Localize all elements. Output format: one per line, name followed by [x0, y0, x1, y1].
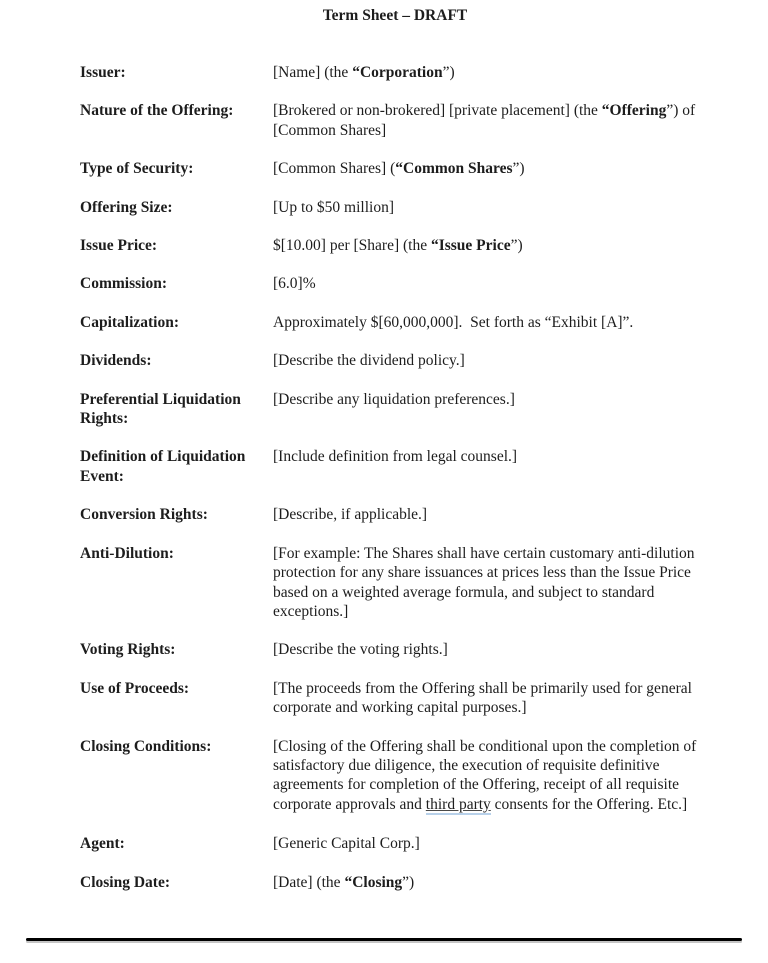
term-row [80, 236, 710, 255]
term-row [80, 447, 710, 486]
term-value: [The proceeds from the Offering shall be primarily used for general corporate and working capital purposes.] [273, 679, 696, 717]
term-label: Voting Rights: [80, 641, 176, 659]
term-label: Definition of Liquidation Event: [80, 448, 246, 485]
defined-term: “Common Shares [395, 160, 513, 178]
term-row [80, 873, 710, 892]
term-row [80, 679, 710, 718]
term-label: Type of Security: [80, 160, 194, 178]
term-label: Use of Proceeds: [80, 679, 190, 697]
term-row [80, 544, 710, 622]
term-value: [Describe, if applicable.] [273, 506, 428, 524]
defined-term: “Closing [344, 873, 403, 891]
term-row [80, 505, 710, 524]
term-label: Closing Conditions: [80, 737, 212, 755]
bottom-border-rule [26, 938, 742, 941]
term-row [80, 351, 710, 370]
term-row [80, 313, 710, 332]
terms-list [80, 63, 710, 911]
term-label: Anti-Dilution: [80, 544, 174, 562]
term-row [80, 63, 710, 82]
term-value: [Include definition from legal counsel.] [273, 448, 518, 466]
term-value: [Generic Capital Corp.] [273, 835, 420, 853]
term-row [80, 198, 710, 217]
document-title: Term Sheet – DRAFT [322, 7, 468, 24]
term-label: Commission: [80, 275, 167, 293]
term-value: [Name] (the “Corporation”) [273, 64, 455, 81]
term-label: Agent: [80, 835, 125, 853]
term-label: Conversion Rights: [80, 506, 208, 524]
term-label: Issue Price: [80, 237, 158, 255]
term-value: $[10.00] per [Share] (the “Issue Price”) [273, 237, 523, 255]
term-row [80, 274, 710, 293]
term-value: [Closing of the Offering shall be conditional upon the completion of satisfactory due diligence, the execution of requisite definitive agreements for completion of the Offering, receipt of all requisite corporate approvals and third party consents for the Offering. Etc.] [273, 737, 701, 813]
term-value: Approximately $[60,000,000]. Set forth as “Exhibit [A]”. [273, 313, 634, 331]
term-value: [Up to $50 million] [273, 198, 394, 216]
term-value: [Describe any liquidation preferences.] [273, 390, 515, 408]
term-label: Capitalization: [80, 313, 180, 331]
term-row [80, 390, 710, 429]
term-label: Issuer: [80, 64, 126, 81]
term-row [80, 737, 710, 815]
term-row [80, 834, 710, 853]
term-label: Offering Size: [80, 198, 173, 216]
defined-term: “Offering [601, 102, 667, 120]
term-row [80, 640, 710, 659]
defined-term: “Corporation [352, 64, 443, 81]
term-value: [Brokered or non-brokered] [private placement] (the “Offering”) of [Common Shares] [273, 102, 700, 139]
term-value: [Describe the dividend policy.] [273, 352, 465, 370]
term-value: [Describe the voting rights.] [273, 641, 448, 659]
grammar-underlined-text: third party [425, 795, 491, 813]
term-value: [Date] (the “Closing”) [273, 873, 415, 891]
term-label: Nature of the Offering: [80, 102, 234, 120]
defined-term: “Issue Price [430, 237, 511, 255]
term-row [80, 101, 710, 140]
term-value: [Common Shares] (“Common Shares”) [273, 160, 525, 178]
term-label: Closing Date: [80, 873, 170, 891]
term-row [80, 159, 710, 178]
term-label: Dividends: [80, 352, 152, 370]
term-value: [6.0]% [273, 275, 316, 293]
term-label: Preferential Liquidation Rights: [80, 390, 241, 428]
term-value: [For example: The Shares shall have certain customary anti-dilution protection for any share issuances at prices less than the Issue Price based on a weighted average formula, and subject to standard exceptions.] [273, 544, 699, 620]
